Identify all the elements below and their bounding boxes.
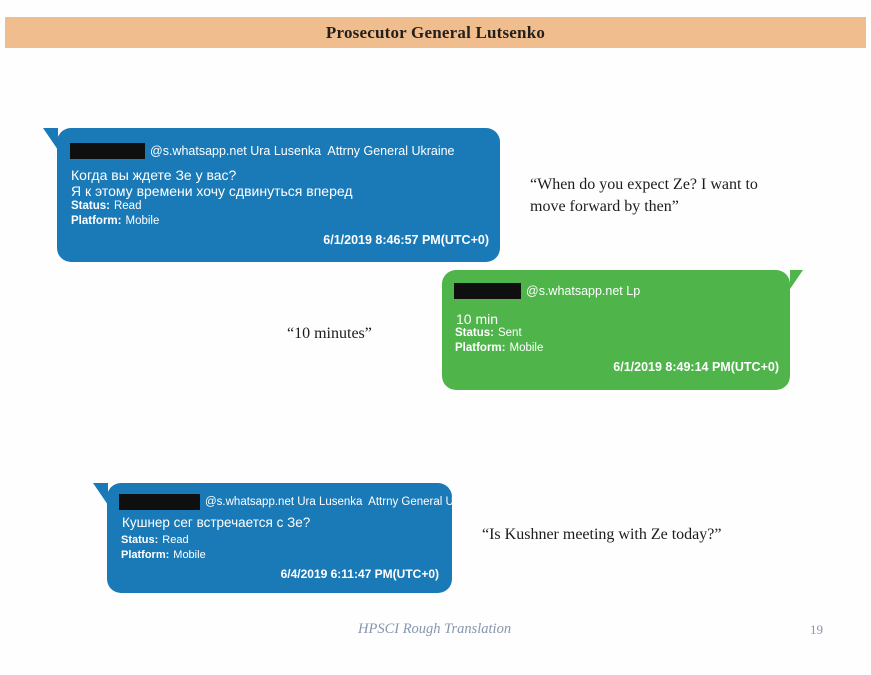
bubble-tail-icon <box>93 483 108 505</box>
whatsapp-bubble-outgoing-1 <box>442 270 790 390</box>
redacted-sender-id <box>119 494 200 510</box>
message-text <box>71 168 353 199</box>
status-label: Status: <box>71 200 110 212</box>
sender-label: @s.whatsapp.net Lp <box>526 284 641 298</box>
sender-row <box>454 283 640 299</box>
status-label: Status: <box>121 534 159 546</box>
platform-field <box>71 215 159 227</box>
status-field <box>455 327 522 339</box>
platform-value: Mobile <box>173 549 206 561</box>
title-bar <box>5 17 866 48</box>
status-field <box>71 200 141 212</box>
platform-field <box>121 549 206 561</box>
status-value: Sent <box>497 327 522 339</box>
translation-quote-3 <box>482 524 721 546</box>
translation-line: move forward by then” <box>530 198 679 215</box>
redacted-sender-id <box>70 143 145 159</box>
sender-label: @s.whatsapp.net Ura Lusenka Attrny General Ukraine <box>150 144 455 158</box>
message-text <box>122 515 310 531</box>
timestamp: 6/1/2019 8:49:14 PM(UTC+0) <box>613 360 779 374</box>
platform-label: Platform: <box>121 549 170 561</box>
sender-row <box>119 494 485 510</box>
timestamp: 6/1/2019 8:46:57 PM(UTC+0) <box>323 233 489 247</box>
status-value: Read <box>113 200 142 212</box>
status-value: Read <box>162 534 189 546</box>
message-line: Когда вы ждете Зе у вас? <box>71 167 237 183</box>
translation-quote-2 <box>287 323 372 345</box>
translation-line: “10 minutes” <box>287 325 372 342</box>
message-line: 10 min <box>456 311 499 327</box>
whatsapp-bubble-incoming-1 <box>57 128 500 262</box>
status-field <box>121 534 189 546</box>
message-line: Кушнер сег встречается с Зе? <box>122 515 311 530</box>
sender-row <box>70 143 455 159</box>
bubble-tail-icon <box>43 128 58 150</box>
redacted-sender-id <box>454 283 521 299</box>
translation-line: “When do you expect Ze? I want to <box>530 176 758 193</box>
footer-label: HPSCI Rough Translation <box>358 621 512 637</box>
platform-label: Platform: <box>71 215 122 227</box>
bubble-tail-icon <box>790 270 803 289</box>
translation-quote-1 <box>530 174 758 218</box>
page-number: 19 <box>810 622 823 637</box>
translation-line: “Is Kushner meeting with Ze today?” <box>482 526 722 543</box>
platform-value: Mobile <box>125 215 160 227</box>
sender-label: @s.whatsapp.net Ura Lusenka Attrny General Ukraine <box>205 496 486 508</box>
whatsapp-bubble-incoming-2 <box>107 483 486 593</box>
platform-field <box>455 342 543 354</box>
message-text <box>456 311 498 327</box>
platform-value: Mobile <box>509 342 544 354</box>
message-line: Я к этому времени хочу сдвинуться вперед <box>71 182 353 199</box>
platform-label: Platform: <box>455 342 506 354</box>
timestamp: 6/4/2019 6:11:47 PM(UTC+0) <box>280 567 439 581</box>
page-title: Prosecutor General Lutsenko <box>325 22 546 42</box>
status-label: Status: <box>455 327 494 339</box>
